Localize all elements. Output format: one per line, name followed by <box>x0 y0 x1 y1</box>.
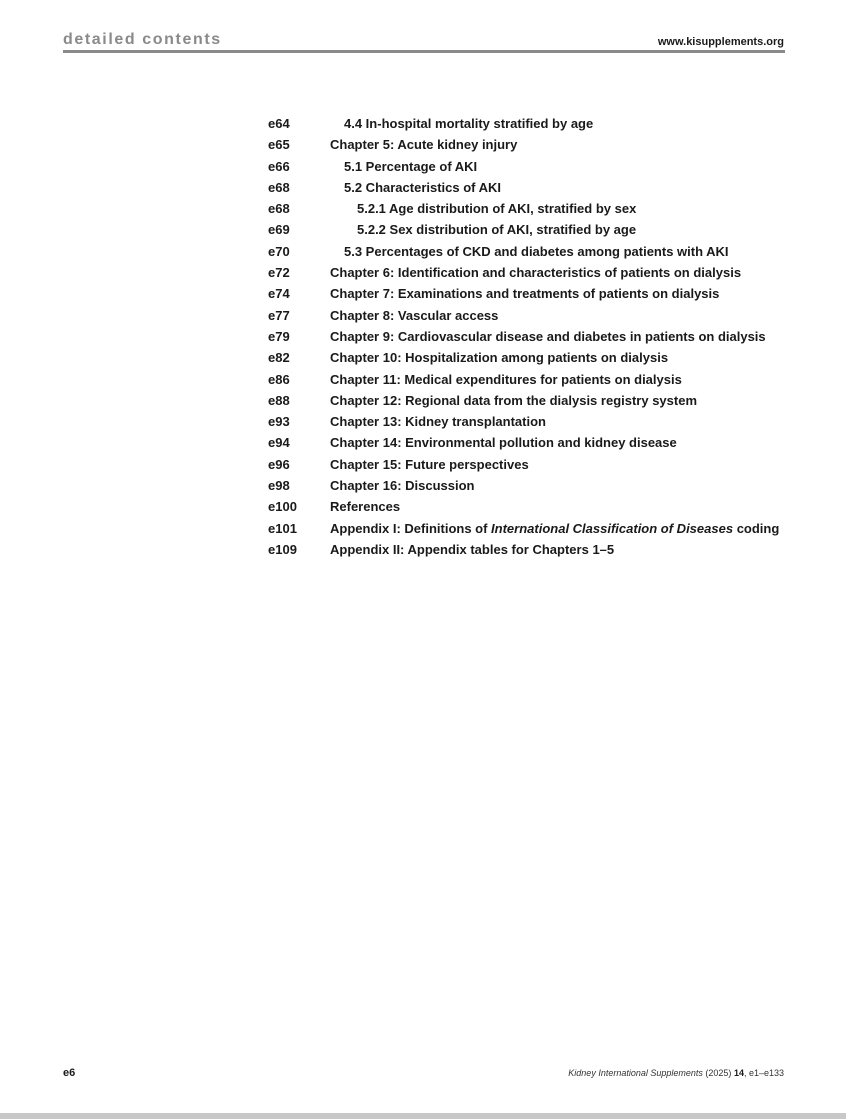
toc-page-number: e72 <box>268 265 290 281</box>
toc-page-number: e69 <box>268 222 290 238</box>
toc-title: 5.1 Percentage of AKI <box>344 158 478 174</box>
toc-title: Chapter 8: Vascular access <box>330 307 499 323</box>
toc-page-number: e88 <box>268 392 290 408</box>
toc-entry[interactable] <box>268 369 788 390</box>
toc-entry[interactable] <box>268 454 788 475</box>
toc-entry[interactable] <box>268 305 788 326</box>
toc-page-number: e70 <box>268 243 290 259</box>
toc-title: Chapter 10: Hospitalization among patients on dialysis <box>330 350 669 366</box>
toc-entry[interactable] <box>268 198 788 219</box>
toc-page-number: e100 <box>268 499 297 515</box>
toc-entry[interactable] <box>268 156 788 177</box>
toc-title: Chapter 5: Acute kidney injury <box>330 137 518 153</box>
toc-title: 5.2.2 Sex distribution of AKI, stratified by age <box>357 222 637 238</box>
toc-entry[interactable] <box>268 518 788 539</box>
toc-page-number: e68 <box>268 179 290 195</box>
toc-title: Chapter 14: Environmental pollution and kidney disease <box>330 435 677 451</box>
toc-entry[interactable] <box>268 326 788 347</box>
toc-title-prefix: Appendix I: Definitions of <box>330 520 492 536</box>
toc-title: Chapter 13: Kidney transplantation <box>330 414 546 430</box>
toc-entry[interactable] <box>268 475 788 496</box>
journal-name: Kidney International Supplements <box>568 1068 703 1078</box>
toc-page-number: e77 <box>268 307 290 323</box>
toc-title: 5.3 Percentages of CKD and diabetes among patients with AKI <box>344 243 729 259</box>
toc-title <box>330 518 779 539</box>
toc-page-number: e86 <box>268 371 290 387</box>
toc-title: Chapter 9: Cardiovascular disease and diabetes in patients on dialysis <box>330 328 766 344</box>
toc-page-number: e65 <box>268 137 290 153</box>
toc-title: References <box>330 499 401 515</box>
toc-page-number: e93 <box>268 414 290 430</box>
toc-title: Chapter 15: Future perspectives <box>330 456 529 472</box>
section-title: detailed contents <box>63 31 222 48</box>
journal-year: (2025) <box>705 1068 732 1078</box>
toc-page-number: e98 <box>268 478 290 494</box>
toc-title: Chapter 7: Examinations and treatments of patients on dialysis <box>330 286 720 302</box>
toc-title: Chapter 6: Identification and characteristics of patients on dialysis <box>330 265 742 281</box>
toc-title: Appendix II: Appendix tables for Chapters 1–5 <box>330 541 615 557</box>
toc-title: 5.2 Characteristics of AKI <box>344 179 502 195</box>
toc-title: Chapter 11: Medical expenditures for patients on dialysis <box>330 371 682 387</box>
journal-volume: 14 <box>733 1068 744 1078</box>
toc-entry[interactable] <box>268 390 788 411</box>
toc-page-number: e79 <box>268 328 290 344</box>
toc-entry[interactable] <box>268 219 788 240</box>
journal-citation <box>568 1068 784 1078</box>
toc-entry[interactable] <box>268 177 788 198</box>
toc-entry[interactable] <box>268 113 788 134</box>
toc-title: 4.4 In-hospital mortality stratified by age <box>344 116 594 131</box>
journal-pages: , e1–e133 <box>743 1068 784 1078</box>
bottom-bar <box>0 1113 846 1119</box>
toc-entry[interactable] <box>268 347 788 368</box>
toc-page-number: e101 <box>268 520 297 536</box>
website-link[interactable]: www.kisupplements.org <box>657 36 784 48</box>
toc-entry[interactable] <box>268 411 788 432</box>
toc-title: Chapter 12: Regional data from the dialysis registry system <box>330 392 698 408</box>
header-divider <box>63 50 785 53</box>
toc-page-number: e66 <box>268 158 290 174</box>
toc-title-italic: International Classification of Diseases <box>491 520 734 536</box>
toc-entry[interactable] <box>268 496 788 517</box>
toc-entry[interactable] <box>268 283 788 304</box>
toc-entry[interactable] <box>268 134 788 155</box>
toc-page-number: e94 <box>268 435 290 451</box>
toc-title: Chapter 16: Discussion <box>330 478 475 494</box>
toc-entry[interactable] <box>268 432 788 453</box>
toc-page-number: e68 <box>268 201 290 217</box>
toc-page-number: e96 <box>268 456 290 472</box>
toc-page-number: e82 <box>268 350 290 366</box>
table-of-contents <box>268 113 788 560</box>
toc-page-number: e109 <box>268 541 297 557</box>
toc-page-number: e64 <box>268 116 290 131</box>
toc-entry[interactable] <box>268 262 788 283</box>
toc-title-suffix: coding <box>733 520 780 536</box>
toc-page-number: e74 <box>268 286 290 302</box>
toc-entry[interactable] <box>268 539 788 560</box>
toc-title: 5.2.1 Age distribution of AKI, stratified by sex <box>357 201 637 217</box>
page-number: e6 <box>63 1067 76 1079</box>
toc-entry[interactable] <box>268 241 788 262</box>
